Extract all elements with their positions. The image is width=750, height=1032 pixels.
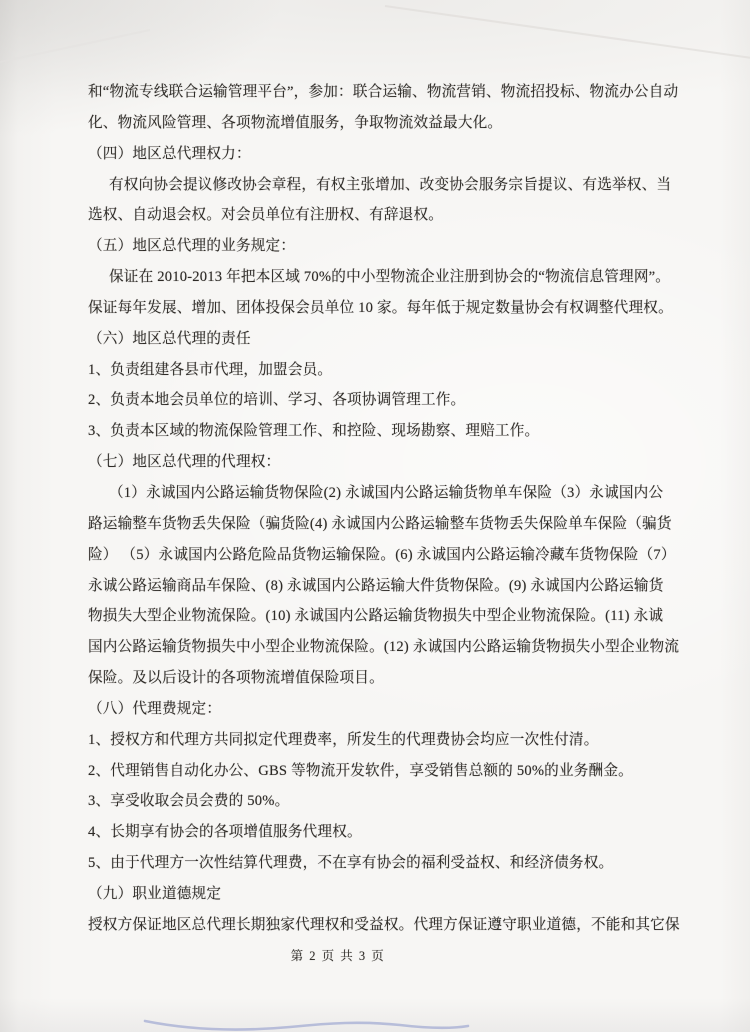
text-line: 路运输整车货物丢失保险（骗货险(4) 永诚国内公路运输整车货物丢失保险单车保险（骗货: [88, 515, 672, 532]
paper-crease-topleft: [0, 30, 150, 62]
text-line: 物损失大型企业物流保险。(10) 永诚国内公路运输货物损失中型企业物流保险。(11) 永诚: [88, 608, 664, 625]
text-line: 永诚公路运输商品车保险、(8) 永诚国内公路运输大件货物保险。(9) 永诚国内公路运输货: [88, 577, 664, 594]
text-line: 和“物流专线联合运输管理平台”，参加：联合运输、物流营销、物流招投标、物流办公自动: [88, 84, 679, 100]
text-line: （1）永诚国内公路运输货物保险(2) 永诚国内公路运输货物单车保险（3）永诚国内公: [109, 484, 664, 501]
text-line: 4、长期享有协会的各项增值服务代理权。: [88, 824, 362, 841]
text-line: （六）地区总代理的责任: [88, 330, 251, 347]
text-line: 2、代理销售自动化办公、GBS 等物流开发软件，享受销售总额的 50%的业务酬金。: [88, 762, 633, 779]
text-line: 授权方保证地区总代理长期独家代理权和受益权。代理方保证遵守职业道德，不能和其它保: [88, 916, 680, 933]
text-line: 保证每年发展、增加、团体投保会员单位 10 家。每年低于规定数量协会有权调整代理权。: [88, 299, 673, 316]
text-line: 保证在 2010-2013 年把本区域 70%的中小型物流企业注册到协会的“物流信息管理网”。: [109, 269, 671, 286]
text-line: 5、由于代理方一次性结算代理费，不在享有协会的福利受益权、和经济债务权。: [88, 855, 614, 872]
text-line: （九）职业道德规定: [88, 885, 222, 902]
document-body: [88, 77, 678, 941]
text-line: 化、物流风险管理、各项物流增值服务，争取物流效益最大化。: [88, 114, 503, 131]
text-line: （八）代理费规定：: [88, 700, 222, 717]
text-line: （七）地区总代理的代理权：: [88, 454, 281, 471]
text-line: 3、享受收取会员会费的 50%。: [88, 793, 290, 810]
text-line: 国内公路运输货物损失中小型企业物流保险。(12) 永诚国内公路运输货物损失小型企业物流: [88, 639, 680, 656]
page-number-footer: 第 2 页 共 3 页: [290, 949, 386, 963]
text-line: 险） （5）永诚国内公路危险品货物运输保险。(6) 永诚国内公路运输冷藏车货物保险（7）: [88, 546, 676, 563]
blue-pen-mark: [145, 1021, 468, 1029]
text-line: 选权、自动退会权。对会员单位有注册权、有辞退权。: [88, 207, 444, 224]
text-line: （五）地区总代理的业务规定：: [88, 238, 296, 255]
paper-crease-top: [385, 6, 750, 58]
text-line: 3、负责本区域的物流保险管理工作、和控险、现场勘察、理赔工作。: [88, 423, 540, 440]
text-line: 有权向协会提议修改协会章程，有权主张增加、改变协会服务宗旨提议、有选举权、当: [109, 176, 672, 193]
text-line: （四）地区总代理权力：: [88, 145, 251, 162]
text-line: 保险。及以后设计的各项物流增值保险项目。: [88, 670, 384, 687]
text-line: 2、负责本地会员单位的培训、学习、各项协调管理工作。: [88, 392, 466, 409]
text-line: 1、负责组建各县市代理，加盟会员。: [88, 361, 333, 378]
text-line: 1、授权方和代理方共同拟定代理费率，所发生的代理费协会均应一次性付清。: [88, 731, 599, 748]
